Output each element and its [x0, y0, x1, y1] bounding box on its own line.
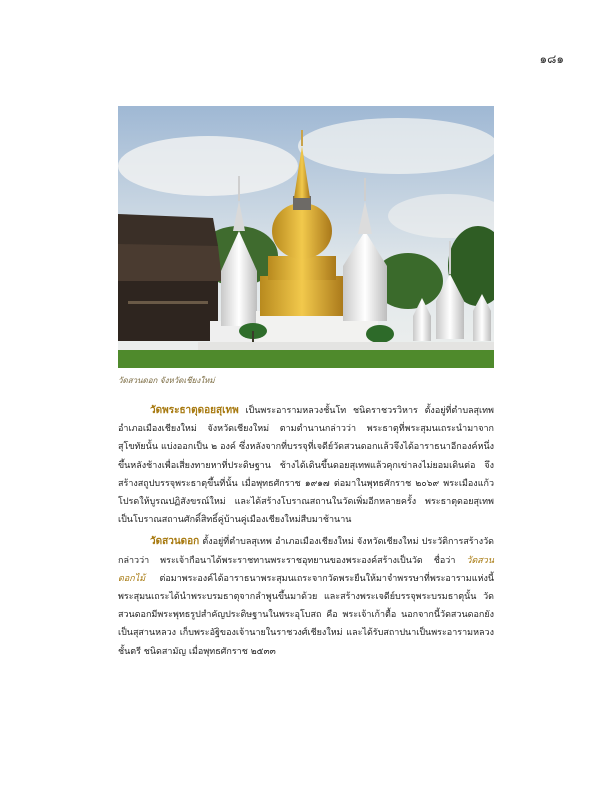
- heading-doi-suthep: วัดพระธาตุดอยสุเทพ: [150, 405, 239, 416]
- heading-suan-dok: วัดสวนดอก: [150, 536, 200, 548]
- body-text: [118, 402, 494, 665]
- paragraph-suan-dok-text-a: ตั้งอยู่ที่ตำบลสุเทพ อำเภอเมืองเชียงใหม่ จังหวัดเชียงใหม่ ประวัติการสร้างวัดกล่าวว่า พระเจ้ากือนาได้พระราชทานพระราชอุทยานของพระองค์สร้างเป็นวัด ชื่อว่า: [118, 537, 494, 566]
- paragraph-doi-suthep-text: เป็นพระอารามหลวงชั้นโท ชนิดราชวรวิหาร ตั้งอยู่ที่ตำบลสุเทพ อำเภอเมืองเชียงใหม่ จังหวัดเชียงใหม่ ตามตำนานกล่าวว่า พระธาตุที่พระสุมนเถระนำมาจากสุโขทัยนั้น แบ่งออกเป็น ๒ องค์ ซึ่งหลังจากที่บรรจุที่เจดีย์วัดสวนดอกแล้วจึงได้อาราธนาอีกองค์หนึ่งขึ้นหลังช้างเพื่อเสี่ยงทายหาที่ประดิษฐาน ช้างได้เดินขึ้นดอยสุเทพแล้วคุกเข่าลงไม่ยอมเดินต่อ จึงสร้างสถูปบรรจุพระธาตุขึ้นที่นั้น เมื่อพุทธศักราช ๑๙๑๗ ต่อมาในพุทธศักราช ๒๐๖๙ พระเมืองแก้วโปรดให้บูรณปฏิสังขรณ์ใหม่ และได้สร้างโบราณสถานในวัดเพิ่มอีกหลายครั้ง พระธาตุดอยสุเทพเป็นโบราณสถานศักดิ์สิทธิ์คู่บ้านคู่เมืองเชียงใหม่สืบมาช้านาน: [118, 406, 494, 526]
- highlight-suan-dok-mai: วัดสวนดอกไม้: [118, 555, 494, 584]
- page-number: ๑๘๑: [539, 52, 564, 66]
- paragraph-suan-dok-text-b: ต่อมาพระองค์ได้อาราธนาพระสุมนเถระจากวัดพระยืนให้มาจำพรรษาที่พระอารามแห่งนี้ พระสุมนเถระได้นำพระบรมธาตุจากลำพูนขึ้นมาด้วย และสร้างพระเจดีย์บรรจุพระบรมธาตุนั้น วัดสวนดอกมีพระพุทธรูปสำคัญประดิษฐานในพระอุโบสถ คือ พระเจ้าเก้าตื้อ นอกจากนี้วัดสวนดอกยังเป็นสุสานหลวง เก็บพระอัฐิของเจ้านายในราชวงศ์เชียงใหม่ และได้รับสถาปนาเป็นพระอารามหลวงชั้นตรี ชนิดสามัญ เมื่อพุทธศักราช ๒๕๓๓: [118, 573, 494, 657]
- paragraph-doi-suthep: [118, 402, 494, 529]
- paragraph-suan-dok: [118, 533, 494, 660]
- temple-illustration: [118, 106, 494, 368]
- temple-photo: [118, 106, 494, 368]
- photo-caption: วัดสวนดอก จังหวัดเชียงใหม่: [118, 376, 215, 385]
